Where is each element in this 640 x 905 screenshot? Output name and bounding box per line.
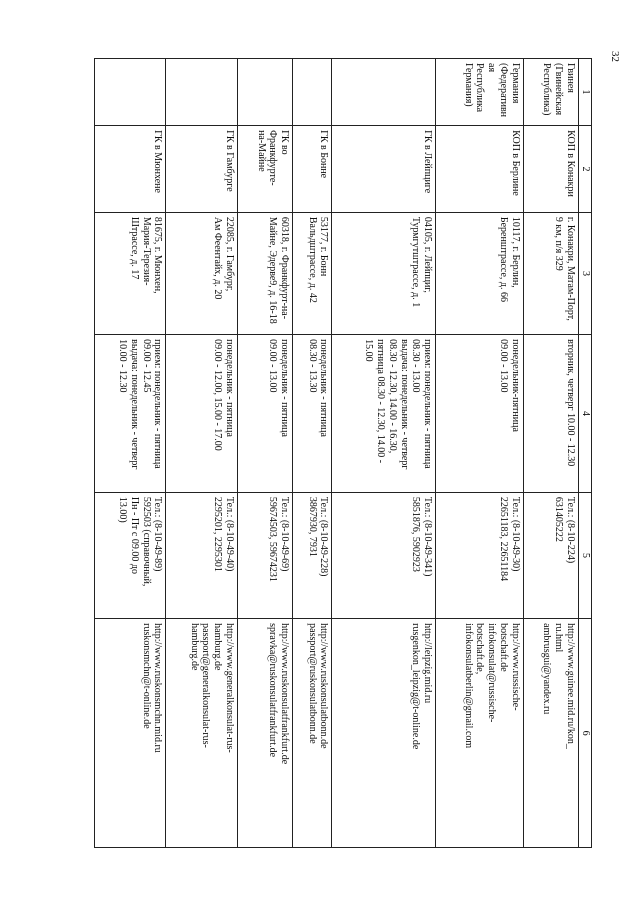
web-email-cell[interactable]: http://www.ruskonsulatfrankfurt.de spravka@ruskonsulatfrankfurt.de bbox=[237, 619, 292, 848]
hours-cell: вторник, четверг 10.00 - 12.30 bbox=[523, 335, 578, 493]
mission-cell: ГК во Франкфурте- на-Майне bbox=[237, 126, 292, 213]
table-row bbox=[436, 59, 524, 848]
table-row bbox=[332, 59, 436, 848]
header-col-5: 5 bbox=[579, 492, 592, 618]
hours-cell: понедельник-пятница 09.00 - 13.00 bbox=[436, 335, 524, 493]
hours-cell: понедельник - пятница 09.00 - 12.00, 15.00 - 17.00 bbox=[166, 335, 237, 493]
address-cell: 10117, г. Берлин, Беренштрассе, д. 66 bbox=[436, 212, 524, 334]
web-email-cell[interactable]: http://www.ruskonsulatbonn.de passport@ruskonsulatbonn.de bbox=[293, 619, 332, 848]
web-email-cell[interactable]: http://www.guinee.mid.ru/kon_ ru.html ambrusgui@yandex.ru bbox=[523, 619, 578, 848]
header-col-1: 1 bbox=[579, 59, 592, 126]
country-cell: Германия (Федеративная Республика Германия) bbox=[436, 59, 524, 126]
table-row bbox=[95, 59, 166, 848]
table-row bbox=[166, 59, 237, 848]
phone-cell: Тел.: (8-10-49-228) 3867930, 7931 bbox=[293, 492, 332, 618]
address-cell: 04105, г. Лейпциг, Турмгутштрассе, д. 1 bbox=[332, 212, 436, 334]
mission-cell: КОП в Берлине bbox=[436, 126, 524, 213]
rotated-table-container bbox=[94, 58, 592, 848]
hours-cell: прием: понедельник - пятница 08.30 - 13.00 выдача: понедельник - четверг 08.30 - 12.30, 14.00 - 16.30, пятница 08.30 - 12.30, 14.00 - 15.00 bbox=[332, 335, 436, 493]
page-number: 32 bbox=[609, 51, 621, 62]
phone-cell: Тел.: (8-10-224) 631405222 bbox=[523, 492, 578, 618]
web-email-cell[interactable]: http://www.russische- botschaft.de infokonsulat@russische- botschaft.de, infokonsulatberlin@gmail.com bbox=[436, 619, 524, 848]
header-col-2: 2 bbox=[579, 126, 592, 213]
mission-cell: ГК в Гамбурге bbox=[166, 126, 237, 213]
address-cell: г. Конакри, Матам-Порт, 9 км, п/я 329 bbox=[523, 212, 578, 334]
hours-cell: понедельник - пятница 08.30 - 13.30 bbox=[293, 335, 332, 493]
consulates-table bbox=[94, 58, 592, 848]
hours-cell: понедельник - пятница 09.00 - 13.00 bbox=[237, 335, 292, 493]
address-cell: 60318, г. Франкфурт-на- Майне, Эдерве9, д. 16-18 bbox=[237, 212, 292, 334]
hours-cell: прием: понедельник - пятница 09.00 - 12.45 выдача: понедельник - четверг 10.00 - 12.30 bbox=[95, 335, 166, 493]
country-cell bbox=[332, 59, 436, 126]
header-col-4: 4 bbox=[579, 335, 592, 493]
mission-cell: КОП в Конакри bbox=[523, 126, 578, 213]
country-cell bbox=[293, 59, 332, 126]
mission-cell: ГК в Мюнхене bbox=[95, 126, 166, 213]
country-cell bbox=[95, 59, 166, 126]
mission-cell: ГК в Лейпциге bbox=[332, 126, 436, 213]
country-cell bbox=[166, 59, 237, 126]
phone-cell: Тел.: (8-10-49-69) 59674503, 59674231 bbox=[237, 492, 292, 618]
web-email-cell[interactable]: http://www.ruskonsmchn.mid.ru ruskonsmchn@t-online.de bbox=[95, 619, 166, 848]
header-row bbox=[579, 59, 592, 848]
address-cell: 53177, г. Бонн Вальдштрассе, д. 42 bbox=[293, 212, 332, 334]
table-row bbox=[523, 59, 578, 848]
phone-cell: Тел.: (8-10-49-89) 592503 (справочный, Пн - Пт с 09.00 до 13.00) bbox=[95, 492, 166, 618]
mission-cell: ГК в Бонне bbox=[293, 126, 332, 213]
table-row bbox=[237, 59, 292, 848]
country-cell: Гвинея (Гвинейская Республика) bbox=[523, 59, 578, 126]
phone-cell: Тел.: (8-10-49-30) 22651183, 22651184 bbox=[436, 492, 524, 618]
web-email-cell[interactable]: http://www.generalkonsulat-rus- hamburg.de passport@generalkonsulat-rus- hamburg.de bbox=[166, 619, 237, 848]
address-cell: 22085, г. Гамбург, Ам Феентайх, д. 20 bbox=[166, 212, 237, 334]
country-cell bbox=[237, 59, 292, 126]
web-email-cell[interactable]: http://leipzig.mid.ru rusgenkon_leipzig@t-online.de bbox=[332, 619, 436, 848]
address-cell: 81675, г. Мюнхен, Мария-Терезия- Штрассе, д. 17 bbox=[95, 212, 166, 334]
phone-cell: Тел.: (8-10-49-40) 2295201, 2295301 bbox=[166, 492, 237, 618]
table-row bbox=[293, 59, 332, 848]
phone-cell: Тел.: (8-10-49-341) 5851876, 5902923 bbox=[332, 492, 436, 618]
header-col-3: 3 bbox=[579, 212, 592, 334]
header-col-6: 6 bbox=[579, 619, 592, 848]
